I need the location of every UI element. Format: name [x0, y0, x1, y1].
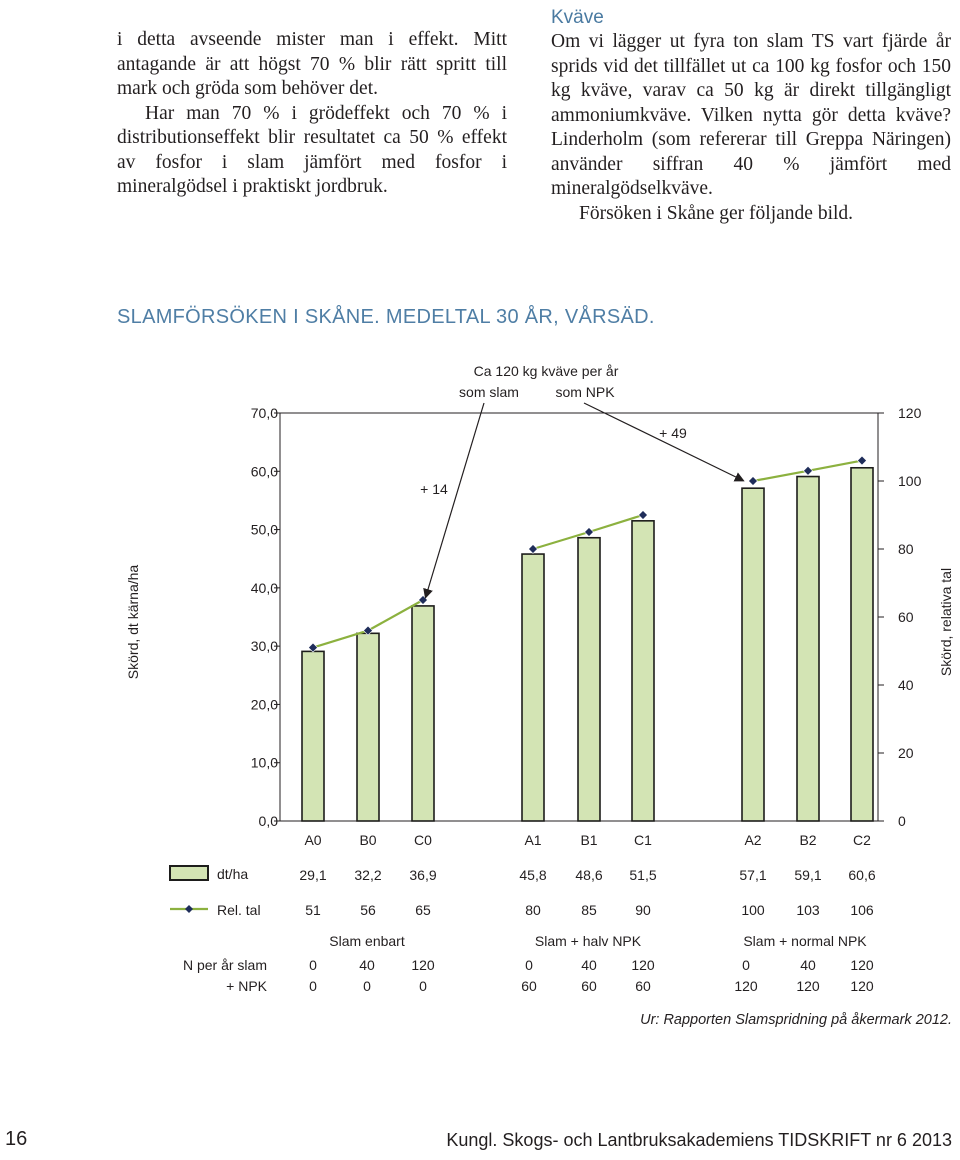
right-paragraph-1: Om vi lägger ut fyra ton slam TS vart fjärde år sprids vid det tillfället ut ca 100 kg fosfor och 150 kg kväve, varav ca 50 kg är direkt tillgängligt ammoniumkväve. Vilken nytta gör detta kväve? Linderholm (som refererar till Greppa Näringen) använder siffran 40 % jämfört med mineralgödselkväve. — [551, 31, 951, 199]
group-label: Slam + halv NPK — [534, 933, 642, 949]
n-slam-cell: 120 — [411, 957, 435, 973]
arrow-slam — [426, 403, 484, 596]
left-tick-label: 30,0 — [250, 638, 278, 655]
right-tick-label: 20 — [898, 745, 914, 761]
n-npk-row-label: + NPK — [226, 978, 267, 994]
n-slam-cell: 40 — [800, 957, 816, 973]
category-label: C2 — [853, 832, 871, 848]
group-label: Slam + normal NPK — [743, 933, 867, 949]
rel-marker-B2 — [804, 466, 813, 475]
right-paragraph-2: Försöken i Skåne ger följande bild. — [579, 202, 854, 224]
category-label: A2 — [744, 832, 762, 848]
y-axis-left-label: Skörd, dt kärna/ha — [125, 564, 141, 680]
bar-B0 — [357, 633, 379, 821]
annotation-delta-npk: + 49 — [659, 425, 687, 441]
rel-marker-A2 — [749, 477, 758, 486]
bar-C1 — [632, 521, 654, 821]
right-tick-label: 0 — [898, 813, 906, 829]
rel-marker-A1 — [529, 545, 538, 554]
bar-A0 — [302, 651, 324, 821]
annotation-som-npk: som NPK — [555, 384, 615, 400]
arrow-npk — [584, 403, 742, 480]
left-tick-label: 70,0 — [250, 405, 278, 421]
n-slam-row-label: N per år slam — [182, 957, 267, 973]
n-slam-cell: 40 — [581, 957, 597, 973]
left-tick-label: 0,0 — [258, 813, 278, 829]
annotation-delta-slam: + 14 — [420, 481, 448, 497]
n-slam-cell: 120 — [631, 957, 655, 973]
section-heading-kvave: Kväve — [551, 7, 604, 28]
journal-footer: Kungl. Skogs- och Lantbruksakademiens TIDSKRIFT nr 6 2013 — [446, 1130, 952, 1150]
legend-bar-label: dt/ha — [217, 866, 249, 882]
category-label: C1 — [634, 832, 652, 848]
right-tick-label: 80 — [898, 541, 914, 557]
n-npk-cell: 60 — [635, 978, 651, 994]
right-tick-label: 120 — [898, 405, 922, 421]
table-rel-cell: 103 — [796, 902, 820, 918]
page-number: 16 — [5, 1128, 28, 1150]
n-npk-cell: 120 — [796, 978, 820, 994]
rel-marker-C1 — [639, 511, 648, 520]
rel-marker-C2 — [858, 456, 867, 465]
left-tick-label: 20,0 — [250, 696, 278, 713]
rel-marker-C0 — [419, 596, 428, 605]
n-npk-cell: 60 — [521, 978, 537, 994]
right-tick-label: 40 — [898, 677, 914, 693]
table-rel-cell: 106 — [850, 902, 874, 918]
rel-marker-B1 — [585, 528, 594, 537]
category-label: C0 — [414, 832, 432, 848]
y-axis-right-label: Skörd, relativa tal — [938, 567, 954, 677]
annotation-header: Ca 120 kg kväve per år — [473, 363, 619, 379]
table-rel-cell: 51 — [305, 902, 321, 918]
n-slam-cell: 0 — [309, 957, 317, 973]
category-label: B1 — [580, 832, 598, 848]
table-dt-ha-cell: 36,9 — [409, 867, 437, 883]
annotation-som-slam: som slam — [459, 384, 519, 400]
left-tick-label: 50,0 — [250, 521, 278, 538]
table-dt-ha-cell: 59,1 — [794, 867, 822, 883]
n-npk-cell: 120 — [850, 978, 874, 994]
n-npk-cell: 60 — [581, 978, 597, 994]
left-paragraph-1: i detta avseende mister man i effekt. Mitt antagande är att högst 70 % blir rätt spritt till mark och gröda som behöver det. — [117, 29, 507, 99]
right-tick-label: 60 — [898, 609, 914, 625]
n-npk-cell: 120 — [734, 978, 758, 994]
left-tick-label: 40,0 — [250, 579, 278, 596]
left-paragraph-2: Har man 70 % i grödeffekt och 70 % i distributionseffekt blir resultatet ca 50 % effekt av fosfor i slam jämfört med fosfor i mineralgödsel i praktiskt jordbruk. — [117, 102, 507, 197]
bar-C0 — [412, 606, 434, 821]
category-label: A0 — [304, 832, 322, 848]
group-label: Slam enbart — [329, 933, 405, 949]
n-slam-cell: 120 — [850, 957, 874, 973]
right-tick-label: 100 — [898, 473, 922, 489]
bar-B1 — [578, 538, 600, 821]
n-slam-cell: 0 — [525, 957, 533, 973]
legend-line-marker — [185, 905, 193, 913]
table-rel-cell: 100 — [741, 902, 765, 918]
n-slam-cell: 40 — [359, 957, 375, 973]
legend-line-label: Rel. tal — [217, 902, 261, 918]
bar-A1 — [522, 554, 544, 821]
table-dt-ha-cell: 57,1 — [739, 867, 767, 883]
table-dt-ha-cell: 32,2 — [354, 867, 382, 883]
table-rel-cell: 56 — [360, 902, 376, 918]
n-slam-cell: 0 — [742, 957, 750, 973]
table-rel-cell: 90 — [635, 902, 651, 918]
n-npk-cell: 0 — [309, 978, 317, 994]
category-label: A1 — [524, 832, 542, 848]
table-dt-ha-cell: 45,8 — [519, 867, 547, 883]
n-npk-cell: 0 — [363, 978, 371, 994]
table-dt-ha-cell: 29,1 — [299, 867, 327, 883]
table-dt-ha-cell: 51,5 — [629, 867, 657, 883]
chart-title: SLAMFÖRSÖKEN I SKÅNE. MEDELTAL 30 ÅR, VÅRSÄD. — [117, 306, 655, 328]
table-dt-ha-cell: 48,6 — [575, 867, 603, 883]
table-rel-cell: 65 — [415, 902, 431, 918]
legend-bar-swatch — [170, 866, 208, 880]
bar-B2 — [797, 477, 819, 821]
table-rel-cell: 80 — [525, 902, 541, 918]
table-dt-ha-cell: 60,6 — [848, 867, 876, 883]
left-tick-label: 60,0 — [250, 463, 278, 480]
n-npk-cell: 0 — [419, 978, 427, 994]
bar-A2 — [742, 488, 764, 821]
bar-C2 — [851, 468, 873, 821]
left-tick-label: 10,0 — [250, 754, 278, 771]
figure-source: Ur: Rapporten Slamspridning på åkermark 2012. — [640, 1012, 952, 1028]
category-label: B0 — [359, 832, 377, 848]
table-rel-cell: 85 — [581, 902, 597, 918]
category-label: B2 — [799, 832, 817, 848]
